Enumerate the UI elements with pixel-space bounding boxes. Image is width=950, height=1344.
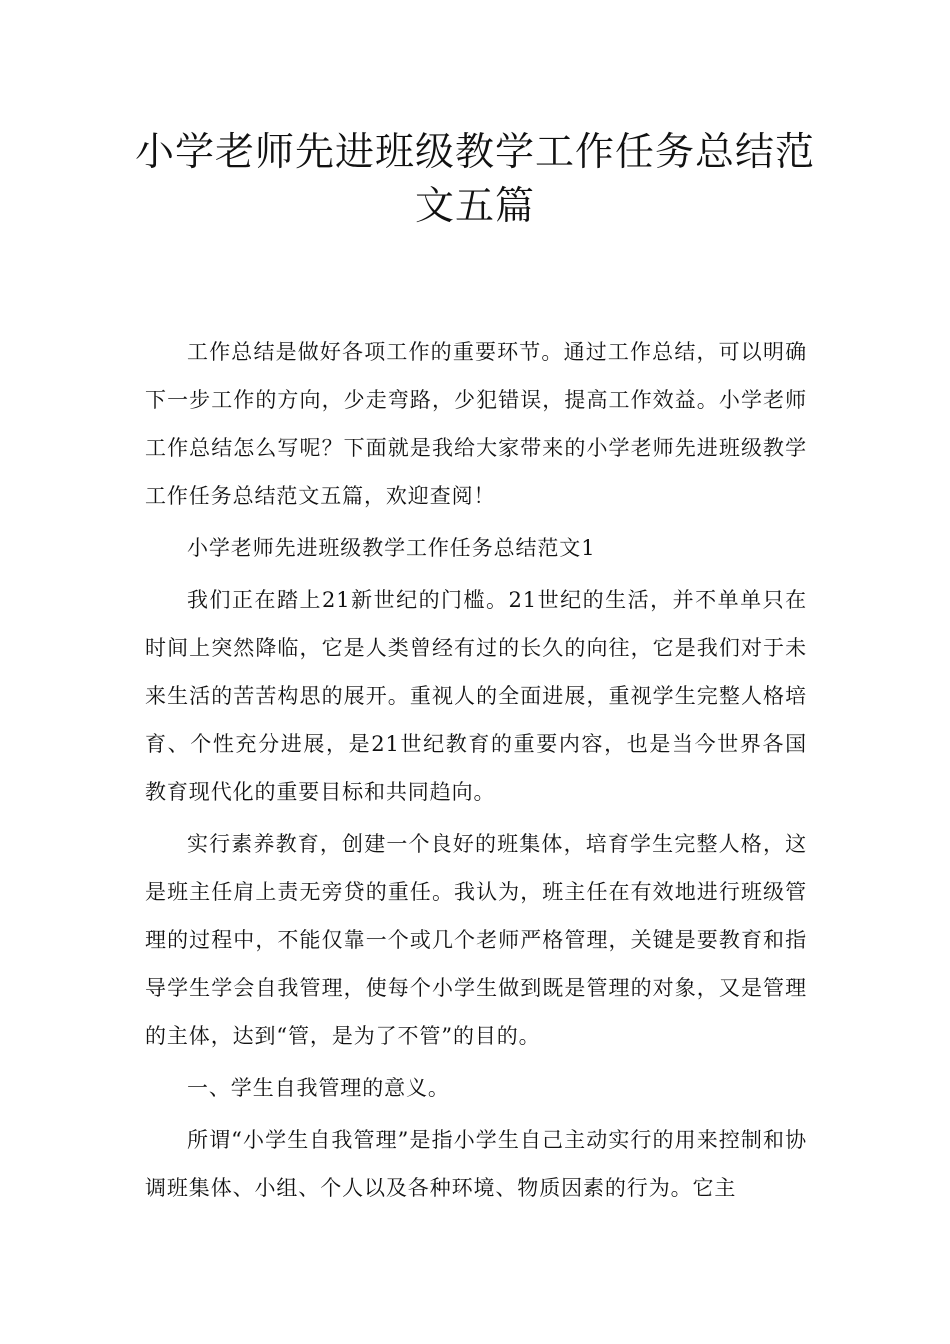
document-body xyxy=(145,328,807,1216)
paragraph-21st-century: 我们正在踏上21新世纪的门槛。21世纪的生活，并不单单只在时间上突然降临，它是人类曾经有过的长久的向往，它是我们对于未来生活的苦苦构思的展开。重视人的全面进展，重视学生完整人格培育、个性充分进展，是21世纪教育的重要内容，也是当今世界各国教育现代化的重要目标和共同趋向。 xyxy=(145,588,807,804)
paragraph-quality-education: 实行素养教育，创建一个良好的班集体，培育学生完整人格，这是班主任肩上责无旁贷的重任。我认为，班主任在有效地进行班级管理的过程中，不能仅靠一个或几个老师严格管理，关键是要教育和指导学生学会自我管理，使每个小学生做到既是管理的对象，又是管理的主体，达到“管，是为了不管”的目的。 xyxy=(145,832,807,1048)
paragraph-intro: 工作总结是做好各项工作的重要环节。通过工作总结，可以明确下一步工作的方向，少走弯路，少犯错误，提高工作效益。小学老师工作总结怎么写呢？下面就是我给大家带来的小学老师先进班级教学工作任务总结范文五篇，欢迎查阅！ xyxy=(145,340,807,508)
paragraph-self-management-definition: 所谓“小学生自我管理”是指小学生自己主动实行的用来控制和协调班集体、小组、个人以及各种环境、物质因素的行为。它主 xyxy=(145,1128,807,1200)
section-heading-self-management: 一、学生自我管理的意义。 xyxy=(187,1076,450,1100)
document-title: 小学老师先进班级教学工作任务总结范文五篇 xyxy=(134,130,815,229)
section-heading-essay-1: 小学老师先进班级教学工作任务总结范文1 xyxy=(187,536,596,560)
